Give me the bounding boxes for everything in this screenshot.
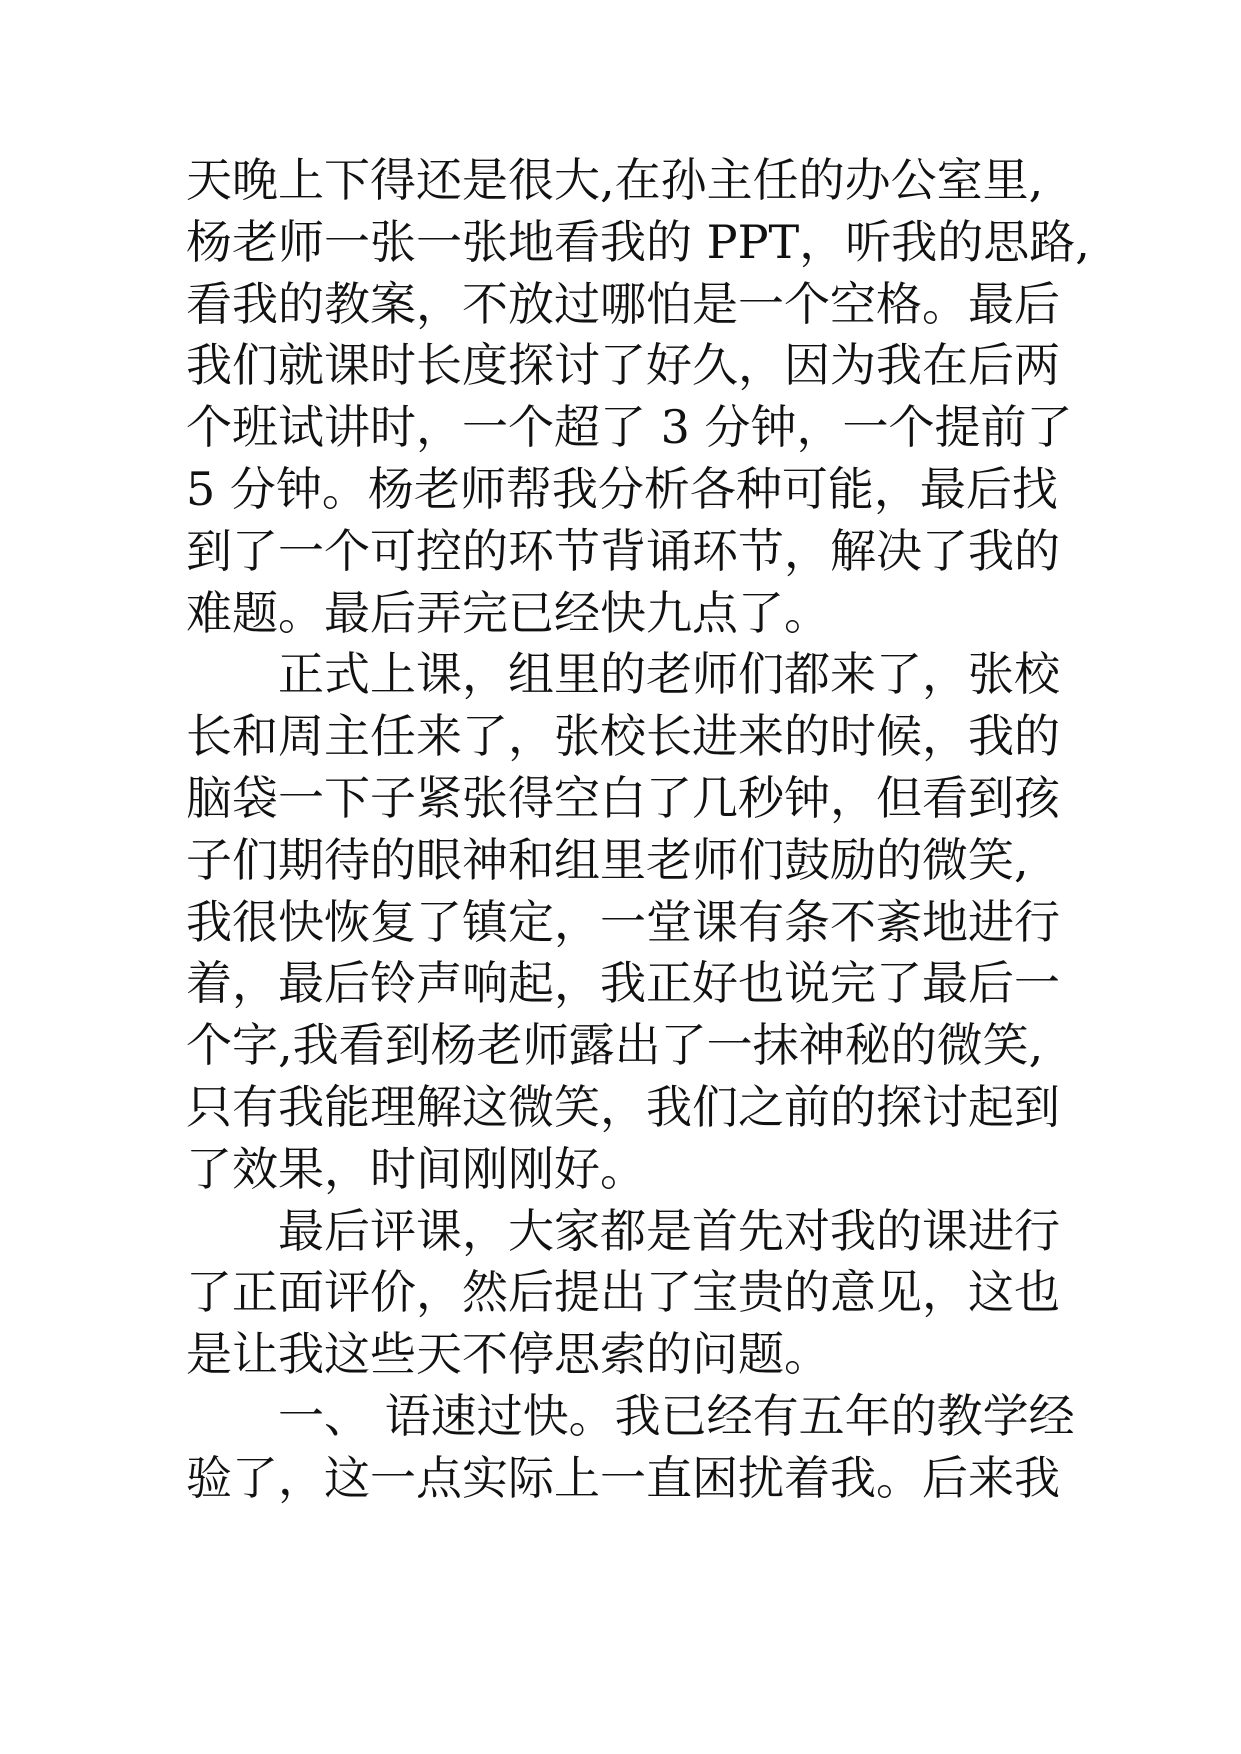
text-line: 脑袋一下子紧张得空白了几秒钟，但看到孩 <box>186 770 1060 825</box>
text-line: 最后评课，大家都是首先对我的课进行 <box>186 1203 1060 1258</box>
text-line: 是让我这些天不停思索的问题。 <box>186 1327 830 1382</box>
text-line: 到了一个可控的环节背诵环节，解决了我的 <box>186 523 1060 578</box>
text-line: 只有我能理解这微笑，我们之前的探讨起到 <box>186 1079 1060 1134</box>
text-line: 一、 语速过快。我已经有五年的教学经 <box>186 1388 1075 1443</box>
text-line: 个班试讲时，一个超了 3 分钟，一个提前了 <box>186 400 1073 455</box>
text-line: 着，最后铃声响起，我正好也说完了最后一 <box>186 956 1060 1011</box>
text-line: 我很快恢复了镇定，一堂课有条不紊地进行 <box>186 894 1060 949</box>
text-line: 验了，这一点实际上一直困扰着我。后来我 <box>186 1450 1060 1505</box>
text-line: 5 分钟。杨老师帮我分析各种可能，最后找 <box>186 461 1058 516</box>
text-line: 子们期待的眼神和组里老师们鼓励的微笑, <box>186 832 1029 887</box>
text-line: 了效果，时间刚刚好。 <box>186 1141 646 1196</box>
text-line: 我们就课时长度探讨了好久，因为我在后两 <box>186 338 1060 393</box>
text-line: 个字,我看到杨老师露出了一抹神秘的微笑, <box>186 1018 1044 1073</box>
text-line: 天晚上下得还是很大,在孙主任的办公室里, <box>186 153 1044 207</box>
text-line: 了正面评价，然后提出了宝贵的意见，这也 <box>186 1265 1060 1320</box>
text-line: 看我的教案，不放过哪怕是一个空格。最后 <box>186 276 1060 331</box>
text-line: 杨老师一张一张地看我的 PPT，听我的思路, <box>186 214 1090 269</box>
text-line: 难题。最后弄完已经快九点了。 <box>186 585 830 640</box>
text-line: 长和周主任来了，张校长进来的时候，我的 <box>186 709 1060 764</box>
text-line: 正式上课，组里的老师们都来了，张校 <box>186 647 1060 702</box>
body-text <box>186 150 1090 1510</box>
